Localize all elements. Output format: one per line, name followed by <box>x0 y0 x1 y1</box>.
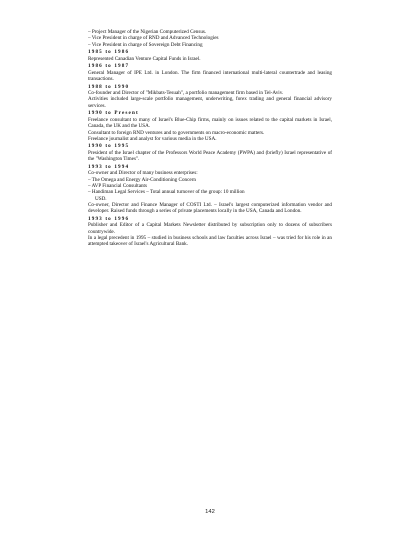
text-line: – Vice President in charge of Sovereign Debt Financing <box>88 41 203 48</box>
text-line: Freelance journalist and analyst for various media in the USA. <box>88 135 217 142</box>
text-line: – AVP Financial Consultants <box>88 182 147 189</box>
paragraph: General Manager of IPE Ltd. in London. The firm financed international multi-lateral countertrade and leasing transactions. <box>88 69 332 83</box>
paragraph: Freelance consultant to many of Israel's Blue-Chip firms, mainly on issues related to the capital markets in Israel, Canada, the UK and the USA. <box>88 116 332 130</box>
indented-line: USD. <box>95 195 107 202</box>
section-heading: 1993 to 1994 <box>88 163 130 170</box>
page-number: 142 <box>205 509 215 515</box>
text-line: Represented Canadian Venture Capital Funds in Israel. <box>88 55 201 62</box>
paragraph: Consultant to foreign RND ventures and to governments on macro-economic matters. <box>88 129 265 136</box>
paragraph: Co-owner, Director and Finance Manager of COSTI Ltd. – Israel's largest computerized information vendor and developer. Raised funds through a series of private placements locally in the USA, Canada and London. <box>88 202 332 215</box>
paragraph: President of the Israel chapter of the Professors World Peace Academy (PWPA) and (briefly) Israel representative of the "Washington Times". <box>88 149 332 163</box>
section-heading: 1990 to Present <box>88 110 139 117</box>
section-heading: 1990 to 1995 <box>88 143 130 150</box>
paragraph: In a legal precedent in 1995 – studied in business schools and law faculties across Israel – was tried for his role in an attempted takeover of Israel's Agricultural Bank. <box>88 235 332 248</box>
paragraph: Publisher and Editor of a Capital Markets Newsletter distributed by subscription only to dozens of subscribers countrywide. <box>88 222 332 235</box>
section-heading: 1985 to 1986 <box>88 49 130 56</box>
text-line: Co-owner and Director of many business enterprises: <box>88 170 198 177</box>
section-heading: 1993 to 1996 <box>88 215 130 222</box>
paragraph: Co-founder and Director of "Mikbats-Tesuah", a portfolio management firm based in Tel-Aviv. <box>88 90 284 97</box>
paragraph: – Handiman Legal Services – Total annual turnover of the group: 10 million <box>88 189 245 196</box>
document-body <box>88 29 332 248</box>
section-heading: 1986 to 1987 <box>88 63 130 70</box>
text-line: – Vice President in charge of RND and Advanced Technologies <box>88 35 219 42</box>
text-line: – Project Manager of the Nigerian Computerized Census. <box>88 29 207 35</box>
section-heading: 1988 to 1990 <box>88 83 130 90</box>
paragraph: Activities included large-scale portfolio management, underwriting, forex trading and general financial advisory services. <box>88 96 332 109</box>
text-line: – The Omega and Energy Air-Conditioning Concern <box>88 176 196 183</box>
